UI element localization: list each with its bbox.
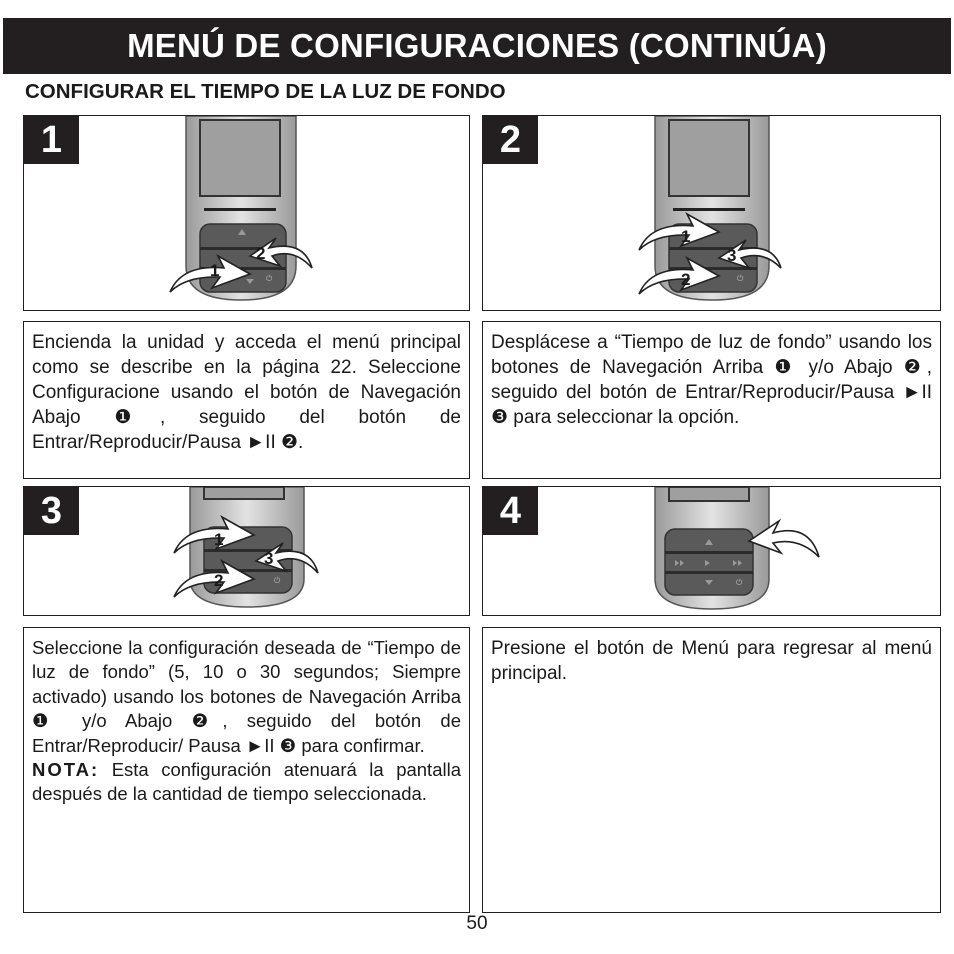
callout-3: 3	[727, 246, 737, 265]
device-illustration	[483, 116, 941, 311]
callout-1: 1	[681, 227, 691, 246]
page-number: 50	[466, 913, 488, 934]
step-2-text: Desplácese a “Tiempo de luz de fondo” usando los botones de Navegación Arriba ❶ y/o Abajo ❷, seguido del botón de Entrar/Reproducir/Pausa ►II ❸ para seleccionar la opción.	[491, 332, 932, 429]
svg-text:⏻: ⏻	[736, 578, 743, 587]
callout-3: 3	[264, 549, 274, 568]
step-3-text: Seleccione la configuración deseada de “Tiempo de luz de fondo” (5, 10 o 30 segundos; Siempre activado) usando los botones de Navegación Arriba ❶ y/o Abajo ❷, seguido del botón de Entrar/Reproducir/ Pausa ►II ❸ para confirmar.	[32, 637, 461, 756]
page-title: MENÚ DE CONFIGURACIONES (CONTINÚA)	[127, 27, 827, 64]
callout-1: 1	[214, 530, 224, 549]
step-2-description	[482, 321, 941, 479]
svg-text:⏻: ⏻	[274, 576, 281, 585]
step-number: 3	[24, 487, 79, 535]
step-1-description	[23, 321, 470, 479]
step-4-text: Presione el botón de Menú para regresar al menú principal.	[491, 638, 932, 685]
device-illustration	[24, 487, 470, 616]
device-illustration	[24, 116, 470, 311]
page-header	[3, 18, 951, 74]
svg-text:⏻: ⏻	[737, 274, 744, 283]
callout-1: 1	[210, 261, 220, 280]
step-1-illustration	[23, 115, 470, 311]
step-4-description	[482, 627, 941, 913]
step-number: 1	[24, 116, 79, 164]
step-3-note	[32, 758, 461, 807]
note-text: Esta configuración atenuará la pantalla después de la cantidad de tiempo seleccionada.	[32, 759, 461, 805]
svg-text:⏻: ⏻	[266, 274, 273, 283]
device-illustration	[483, 487, 941, 616]
step-4-illustration	[482, 486, 941, 616]
step-1-text: Encienda la unidad y acceda el menú principal como se describe en la página 22. Seleccione Configuracione usando el botón de Navegación Abajo ❶, seguido del botón de Entrar/Reproducir/Pausa ►II ❷.	[32, 332, 461, 454]
callout-2: 2	[214, 571, 224, 590]
callout-2: 2	[256, 244, 266, 263]
step-number: 4	[483, 487, 538, 535]
step-3-description	[23, 627, 470, 913]
note-label: NOTA:	[32, 759, 100, 781]
step-number: 2	[483, 116, 538, 164]
callout-2: 2	[681, 270, 691, 289]
step-3-illustration	[23, 486, 470, 616]
section-title: CONFIGURAR EL TIEMPO DE LA LUZ DE FONDO	[25, 80, 506, 103]
step-2-illustration	[482, 115, 941, 311]
